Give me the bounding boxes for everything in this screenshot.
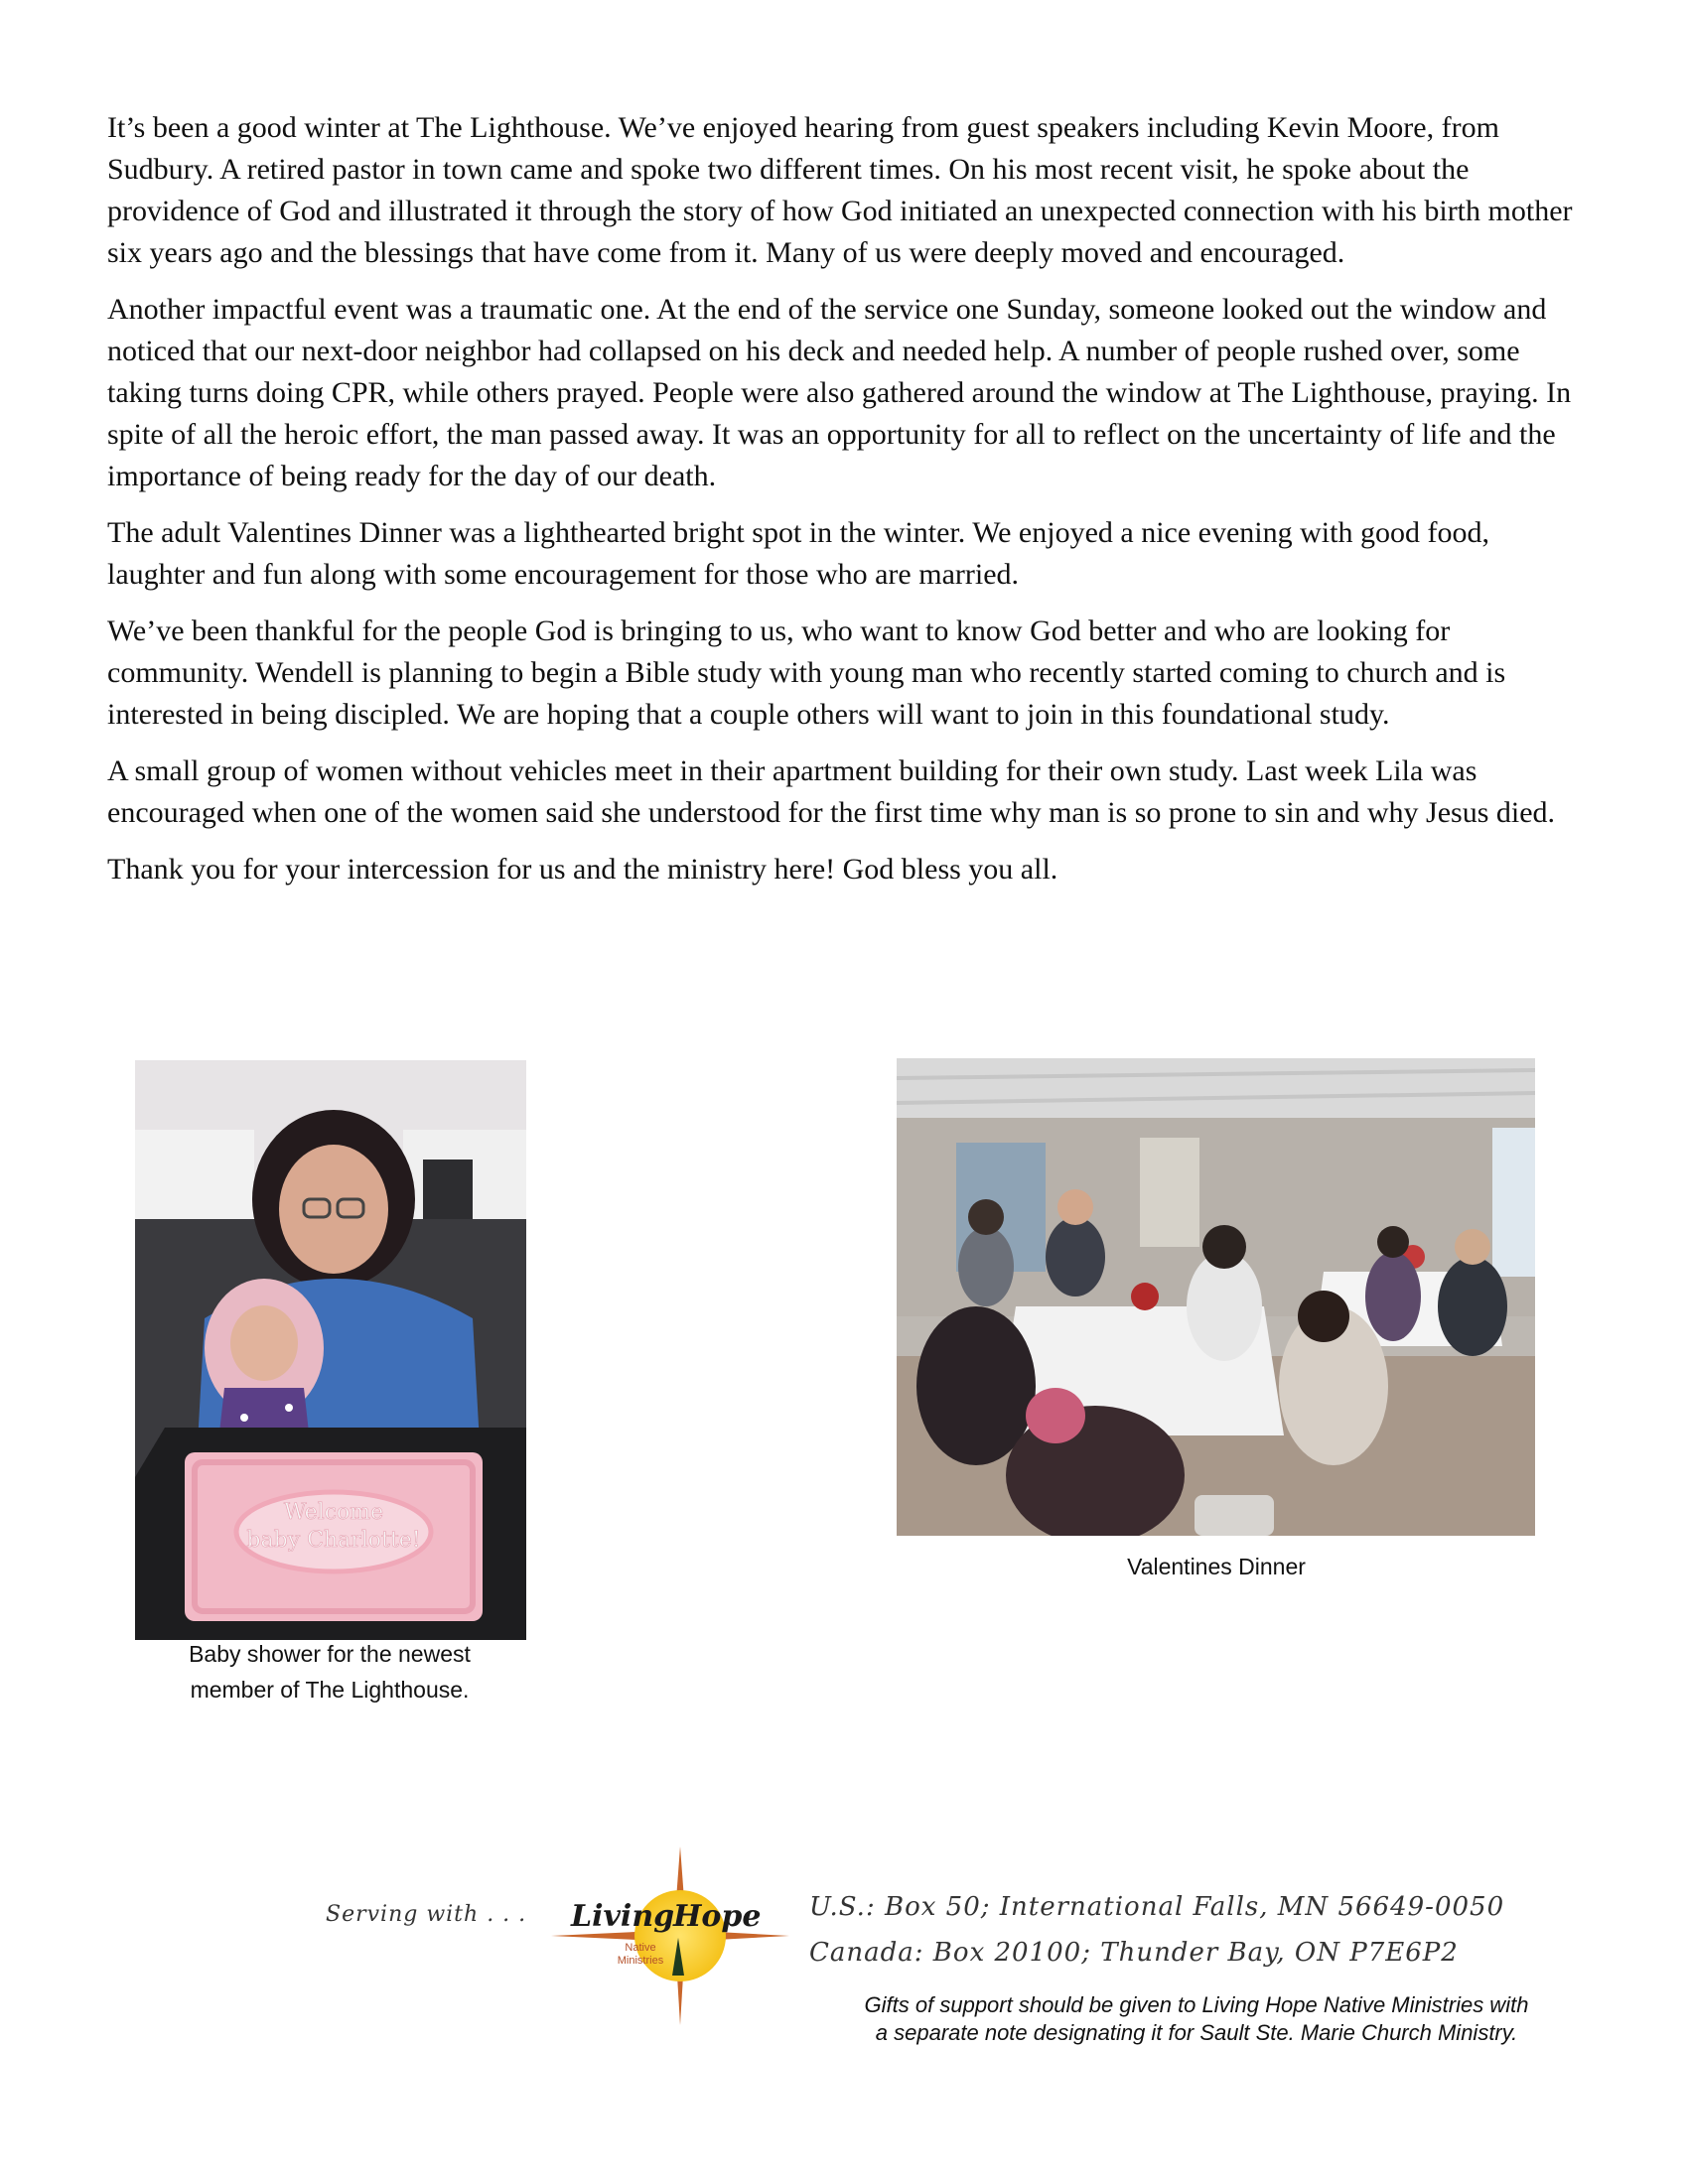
- cake-text-line1: Welcome: [283, 1500, 384, 1525]
- address-canada: Canada: Box 20100; Thunder Bay, ON P7E6P2: [809, 1938, 1459, 1968]
- baby-shower-caption: [129, 1636, 530, 1707]
- valentines-caption: Valentines Dinner: [1127, 1554, 1306, 1579]
- logo-text-native: Native: [625, 1942, 656, 1954]
- serving-with-text: Serving with . . .: [326, 1902, 527, 1927]
- address-us: U.S.: Box 50; International Falls, MN 56649-0050: [809, 1892, 1505, 1922]
- paragraph-neighbor-event: Another impactful event was a traumatic one. At the end of the service one Sunday, someone looked out the window and noticed that our next-door neighbor had collapsed on his deck and needed help. A number of people rushed over, some taking turns doing CPR, while others prayed. People were also gathered around the window at The Lighthouse, praying. In spite of all the heroic effort, the man passed away. It was an opportunity for all to reflect on the uncertainty of life and the importance of being ready for the day of our death.: [107, 293, 1572, 492]
- living-hope-logo: [551, 1846, 789, 2025]
- gifts-note-line: a separate note designating it for Sault Ste. Marie Church Ministry.: [875, 2020, 1518, 2045]
- cake-text-line2: baby Charlotte!: [246, 1528, 421, 1553]
- gifts-note: [809, 1991, 1584, 2047]
- paragraph-guest-speakers: It’s been a good winter at The Lighthouse. We’ve enjoyed hearing from guest speakers including Kevin Moore, from Sudbury. A retired pastor in town came and spoke two different times. On his most recent visit, he spoke about the providence of God and illustrated it through the story of how God initiated an unexpected connection with his birth mother six years ago and the blessings that have come from it. Many of us were deeply moved and encouraged.: [107, 111, 1573, 269]
- logo-text-hope: Hope: [673, 1899, 762, 1934]
- paragraph-womens-group: A small group of women without vehicles meet in their apartment building for their own study. Last week Lila was encouraged when one of the women said she understood for the first time why man is so prone to sin and why Jesus died.: [107, 754, 1556, 829]
- logo-text-living: Living: [571, 1899, 675, 1934]
- caption-line: member of The Lighthouse.: [190, 1677, 470, 1703]
- caption-line: Baby shower for the newest: [189, 1641, 471, 1667]
- valentines-dinner-photo: [897, 1058, 1535, 1536]
- paragraph-valentines: The adult Valentines Dinner was a lighthearted bright spot in the winter. We enjoyed a nice evening with good food, laughter and fun along with some encouragement for those who are married.: [107, 516, 1489, 591]
- paragraph-thank-you: Thank you for your intercession for us and the ministry here! God bless you all.: [107, 853, 1058, 886]
- logo-text-ministries: Ministries: [617, 1955, 664, 1967]
- baby-shower-photo: [135, 1060, 526, 1640]
- gifts-note-line: Gifts of support should be given to Living Hope Native Ministries with: [864, 1992, 1529, 2017]
- newsletter-body: [107, 107, 1587, 905]
- paragraph-bible-study: We’ve been thankful for the people God is bringing to us, who want to know God better and who are looking for community. Wendell is planning to begin a Bible study with young man who recently started coming to church and is interested in being discipled. We are hoping that a couple others will want to join in this foundational study.: [107, 614, 1506, 731]
